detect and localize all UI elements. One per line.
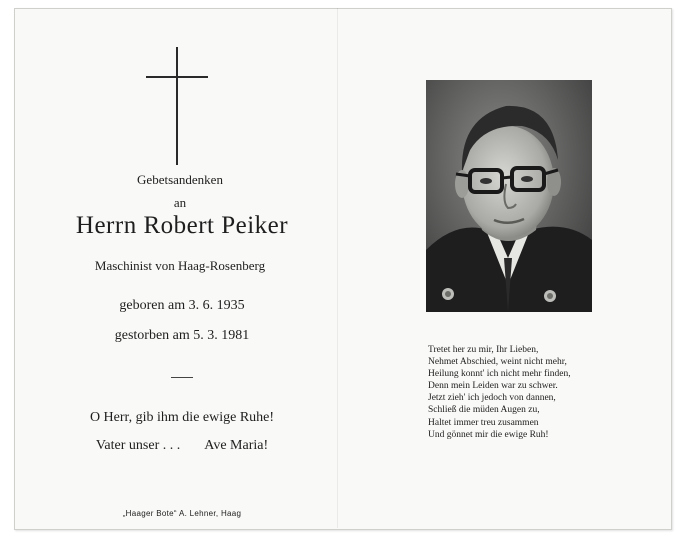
printer-credit: „Haager Bote“ A. Lehner, Haag (122, 509, 242, 518)
card-fold (337, 8, 338, 528)
poem-line: Heilung konnt' ich nicht mehr finden, (428, 369, 571, 380)
deceased-name: Herrn Robert Peiker (75, 212, 289, 239)
poem-line: Haltet immer treu zusammen (428, 417, 539, 428)
card-preposition: an (173, 195, 187, 210)
portrait-photo (426, 80, 592, 312)
prayer-line-2 (60, 438, 304, 454)
birth-date: geboren am 3. 6. 1935 (119, 298, 245, 313)
prayer-our-father: Vater unser . . . (95, 438, 181, 453)
poem-line: Schließ die müden Augen zu, (428, 405, 540, 416)
poem-line: Denn mein Leiden war zu schwer. (428, 381, 558, 392)
prayer-hail-mary: Ave Maria! (204, 438, 269, 453)
prayer-line-1: O Herr, gib ihm die ewige Ruhe! (89, 410, 275, 425)
poem-line: Jetzt zieh' ich jedoch von dannen, (428, 393, 556, 404)
poem-line: Und gönnet mir die ewige Ruh! (428, 429, 549, 440)
poem-line: Nehmet Abschied, weint nicht mehr, (428, 357, 567, 368)
deceased-occupation: Maschinist von Haag-Rosenberg (94, 258, 266, 273)
divider (171, 377, 193, 378)
poem-line: Tretet her zu mir, Ihr Lieben, (428, 345, 539, 355)
death-date: gestorben am 5. 3. 1981 (114, 328, 250, 343)
card-heading: Gebetsandenken (137, 172, 223, 187)
poem (428, 344, 618, 441)
